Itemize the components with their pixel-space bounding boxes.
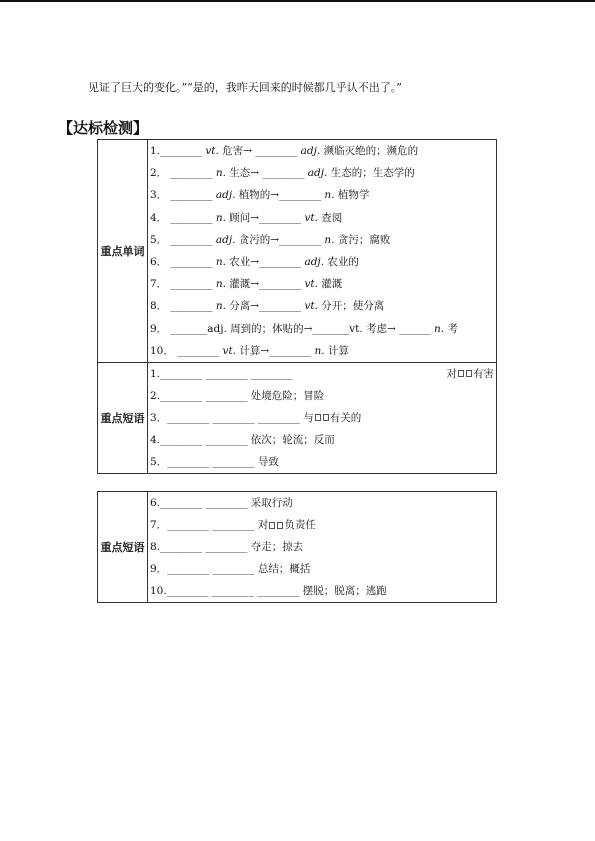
phrase-item-1-prefix: 对 xyxy=(446,367,457,380)
part-of-speech: vt. xyxy=(222,344,237,357)
vocab-item-2: 2． ________ n. 生态→ ________ adj. 生态的；生态学的 xyxy=(150,167,415,180)
vocab-item-7: 7． ________ n. 灌溉→________ vt. 灌溉 xyxy=(150,278,343,291)
part-of-speech: adj. xyxy=(215,233,236,246)
intro-text: 见证了巨大的变化。”“是的，我昨天回来的时候都几乎认不出了。” xyxy=(88,81,402,94)
phrase-item-1-blanks: 1.________ ________ ________ xyxy=(150,367,293,380)
phrase-item-5: 5．________ ________ 导致 xyxy=(150,455,279,468)
placeholder-box xyxy=(269,522,275,529)
exercise-table-2 xyxy=(97,491,497,603)
phrases-items-b xyxy=(148,492,497,603)
phrases-row-a xyxy=(98,362,497,473)
phrase-item-9: 9．________ ________ 总结；概括 xyxy=(150,563,311,575)
phrases-items-a xyxy=(148,362,497,473)
part-of-speech: vt. xyxy=(304,300,318,313)
phrases-label-a: 重点短语 xyxy=(98,362,148,473)
vocab-item-3: 3． ________ adj. 植物的→________ n. 植物学 xyxy=(150,189,370,202)
vocab-item-4: 4． ________ n. 顾问→________ vt. 查阅 xyxy=(150,211,343,224)
phrase-item-1 xyxy=(148,363,496,385)
part-of-speech: n. xyxy=(324,233,335,246)
phrase-item-6: 6.________ ________ 采取行动 xyxy=(150,497,293,509)
vocab-item-6: 6． ________ n. 农业→________ adj. 农业的 xyxy=(150,255,359,268)
phrase-item-2: 2.________ ________ 处境危险；冒险 xyxy=(150,389,325,402)
part-of-speech: n. xyxy=(215,167,226,180)
vocab-item-5: 5． ________ adj. 贪污的→________ n. 贪污；腐败 xyxy=(150,233,391,246)
phrase-item-3-prefix: 3．________ ________ ________ 与 xyxy=(150,411,314,424)
part-of-speech: n. xyxy=(324,189,335,202)
placeholder-box xyxy=(277,522,283,529)
part-of-speech: vt. xyxy=(304,211,318,224)
phrase-item-1-suffix: 有害 xyxy=(473,367,494,380)
part-of-speech: n. xyxy=(314,344,325,357)
part-of-speech: n. xyxy=(434,322,445,335)
part-of-speech: n. xyxy=(215,278,226,291)
vocab-items xyxy=(148,140,497,363)
phrases-row-b xyxy=(98,492,497,603)
section-heading: 【达标检测】 xyxy=(58,119,149,137)
placeholder-box xyxy=(323,414,329,421)
part-of-speech: n. xyxy=(215,300,226,313)
placeholder-box xyxy=(315,414,321,421)
vocab-label: 重点单词 xyxy=(98,140,148,363)
vocab-row xyxy=(98,140,497,363)
phrases-label-b: 重点短语 xyxy=(98,492,148,603)
part-of-speech: adj. xyxy=(300,145,321,157)
part-of-speech: adj. xyxy=(307,167,328,180)
phrase-item-3-suffix: 有关的 xyxy=(329,411,362,424)
phrase-item-10: 10.________ ________ ________ 摆脱；脱离；逃跑 xyxy=(150,585,387,597)
part-of-speech: adj. xyxy=(304,255,325,268)
placeholder-box xyxy=(458,370,464,377)
exercise-table-1 xyxy=(97,139,497,474)
vocab-item-1: 1.________ vt. 危害→ ________ adj. 濒临灭绝的；濒危的 xyxy=(150,145,419,157)
part-of-speech: vt. xyxy=(304,278,318,291)
phrase-item-3 xyxy=(148,407,496,429)
placeholder-box xyxy=(466,370,472,377)
phrase-item-7-prefix: 7．________ ________ 对 xyxy=(150,519,269,531)
phrase-item-7-suffix: 负责任 xyxy=(284,519,316,531)
part-of-speech: adj. xyxy=(215,189,236,202)
vocab-item-8: 8． ________ n. 分离→________ vt. 分开；使分离 xyxy=(150,300,385,313)
part-of-speech: n. xyxy=(215,255,226,268)
part-of-speech: vt. xyxy=(205,145,219,157)
vocab-item-10: 10． ________ vt. 计算→________ n. 计算 xyxy=(150,344,349,357)
phrase-item-1-meaning xyxy=(447,363,495,385)
part-of-speech: n. xyxy=(215,211,226,224)
phrase-item-7 xyxy=(148,514,496,536)
phrase-item-8: 8.________ ________ 夺走；掠去 xyxy=(150,541,304,553)
phrase-item-4: 4.________ ________ 依次；轮流；反而 xyxy=(150,433,335,446)
top-rule xyxy=(0,0,595,2)
vocab-item-9: 9． _______adj. 周到的；体贴的→_______vt. 考虑→ ______ n. 考 xyxy=(150,322,458,335)
